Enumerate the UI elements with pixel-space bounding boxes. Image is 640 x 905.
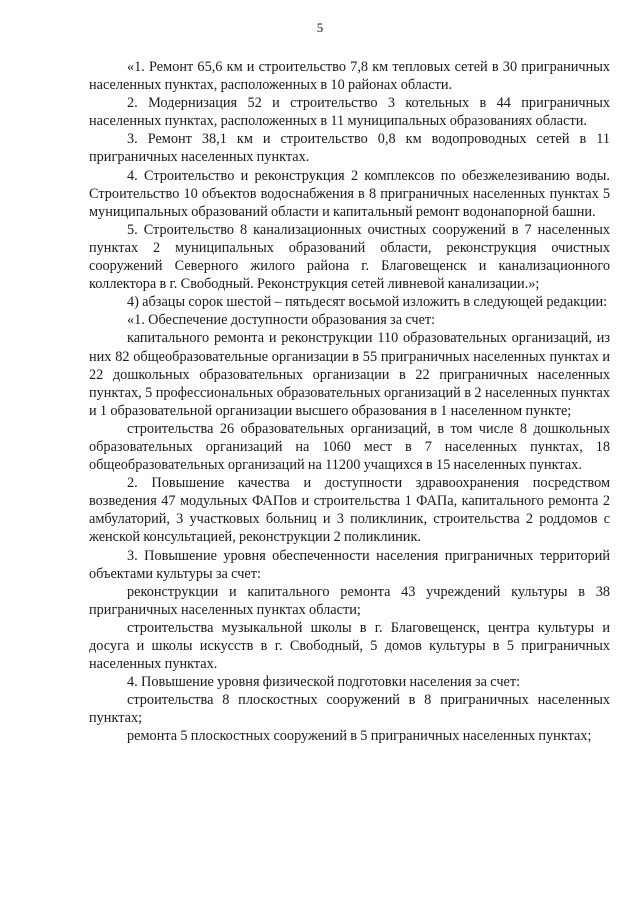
paragraph: «1. Обеспечение доступности образования за счет: [127, 312, 436, 329]
paragraph: 3. Ремонт 38,1 км и строительство 0,8 км водопроводных сетей в 11 приграничных населенных пунктах. [89, 131, 610, 166]
paragraph: ремонта 5 плоскостных сооружений в 5 приграничных населенных пунктах; [127, 728, 592, 745]
paragraph: строительства музыкальной школы в г. Благовещенск, центра культуры и досуга и школы искусств в г. Свободный, 5 домов культуры в 5 приграничных населенных пунктах. [89, 619, 610, 673]
paragraph: 4. Повышение уровня физической подготовки населения за счет: [127, 674, 521, 691]
paragraph: 2. Повышение качества и доступности здравоохранения посредством возведения 47 модульных ФАПов и строительства 1 ФАПа, капитального ремонта 2 амбулаторий, 3 участковых больниц и 3 поликлиник, строительства 2 роддомов с женской консультацией, реконструкции 2 поликлиник. [89, 475, 610, 546]
paragraph: 4) абзацы сорок шестой – пятьдесят восьмой изложить в следующей редакции: [127, 294, 608, 311]
paragraph: капитального ремонта и реконструкции 110 образовательных организаций, из них 82 общеобразовательные организации в 55 приграничных населенных пунктах и 22 дошкольных образовательных организации в 22 приграничных населенных пунктах, 5 профессиональных образовательных организаций в 2 населенных пунктах и 1 образовательной организации высшего образования в 1 населенном пункте; [89, 330, 610, 419]
paragraph: 5. Строительство 8 канализационных очистных сооружений в 7 населенных пунктах 2 муниципальных образований области, реконструкция очистных сооружений Северного жилого района г. Благовещенск и канализационного коллектора в г. Свободный. Реконструкция сетей ливневой канализации.»; [89, 221, 610, 293]
paragraph: строительства 26 образовательных организаций, в том числе 8 дошкольных образовательных организаций на 1060 мест в 7 населенных пунктах, 18 общеобразовательных организаций на 11200 учащихся в 15 населенных пунктах. [89, 420, 610, 474]
paragraph: 3. Повышение уровня обеспеченности населения приграничных территорий объектами культуры за счет: [89, 547, 610, 582]
paragraph: «1. Ремонт 65,6 км и строительство 7,8 км тепловых сетей в 30 приграничных населенных пунктах, расположенных в 10 районах области. [89, 59, 610, 94]
paragraph: 4. Строительство и реконструкция 2 комплексов по обезжелезиванию воды. Строительство 10 объектов водоснабжения в 8 приграничных населенных пунктах 5 муниципальных образований области и капитальный ремонт водонапорной башни. [89, 167, 610, 220]
paragraph: строительства 8 плоскостных сооружений в 8 приграничных населенных пунктах; [89, 692, 610, 727]
paragraph: 2. Модернизация 52 и строительство 3 котельных в 44 приграничных населенных пунктах, расположенных в 11 муниципальных образованиях области. [89, 95, 610, 130]
page-number: 5 [316, 20, 324, 35]
paragraph: реконструкции и капитального ремонта 43 учреждений культуры в 38 приграничных населенных пунктах области; [89, 583, 610, 618]
